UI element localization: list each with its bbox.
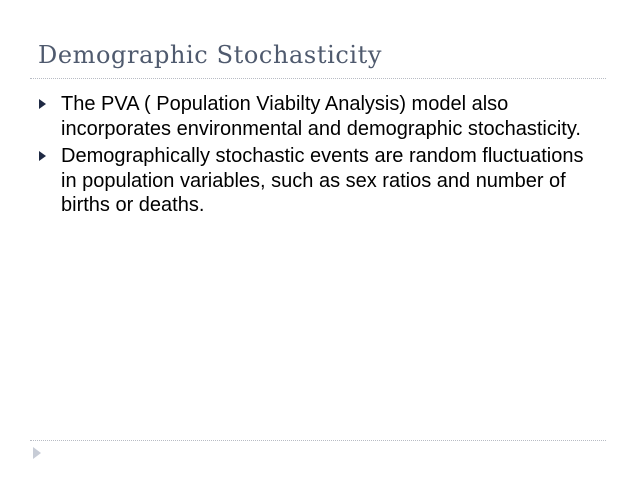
triangle-bullet-icon xyxy=(39,99,46,109)
footer-divider xyxy=(30,440,606,441)
bullet-item xyxy=(38,92,598,141)
triangle-bullet-icon xyxy=(39,151,46,161)
slide-title: Demographic Stochasticity xyxy=(38,41,383,69)
bullet-item xyxy=(38,144,598,218)
bullet-text: The PVA ( Population Viabilty Analysis) model also incorporates environmental and demographic stochasticity. xyxy=(61,93,581,140)
bullet-text: Demographically stochastic events are random fluctuations in population variables, such as sex ratios and number of births or deaths. xyxy=(61,145,584,216)
triangle-arrow-icon xyxy=(33,447,41,459)
title-divider xyxy=(30,78,606,79)
bullet-list xyxy=(38,92,598,221)
